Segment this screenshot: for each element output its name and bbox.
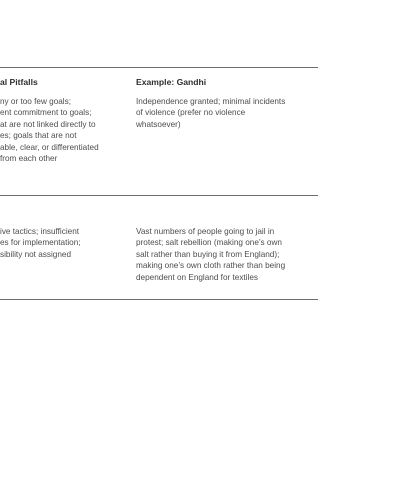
cell-line: sibility not assigned (0, 249, 71, 259)
cell-line: salt rather than buying it from England); (136, 249, 280, 259)
cell-line: whatsoever) (136, 119, 181, 129)
table-row-divider (0, 195, 318, 196)
cell-line: dependent on England for textiles (136, 272, 258, 282)
cell-line: ent commitment to goals; (0, 108, 92, 118)
example-cell (136, 226, 318, 283)
table-bottom-rule (0, 299, 318, 300)
cell-line: making one’s own cloth rather than being (136, 261, 286, 271)
cell-line: Independence granted; minimal incidents (136, 97, 286, 106)
cell-line: from each other (0, 154, 58, 164)
pitfalls-cell (0, 96, 130, 164)
table-top-rule (0, 67, 318, 68)
cell-line: able, clear, or differentiated (0, 142, 99, 152)
column-header-pitfalls: al Pitfalls (0, 77, 38, 87)
cell-line: at are not linked directly to (0, 119, 96, 129)
cell-line: es for implementation; (0, 238, 81, 248)
example-cell (136, 96, 318, 130)
pitfalls-cell (0, 226, 130, 260)
column-header-example: Example: Gandhi (136, 77, 207, 87)
cell-line: ny or too few goals; (0, 97, 71, 106)
cell-line: of violence (prefer no violence (136, 108, 246, 118)
cell-line: ive tactics; insufficient (0, 227, 80, 236)
cell-line: Vast numbers of people going to jail in (136, 227, 275, 236)
cell-line: es; goals that are not (0, 131, 77, 141)
cell-line: protest; salt rebellion (making one’s own (136, 238, 282, 248)
